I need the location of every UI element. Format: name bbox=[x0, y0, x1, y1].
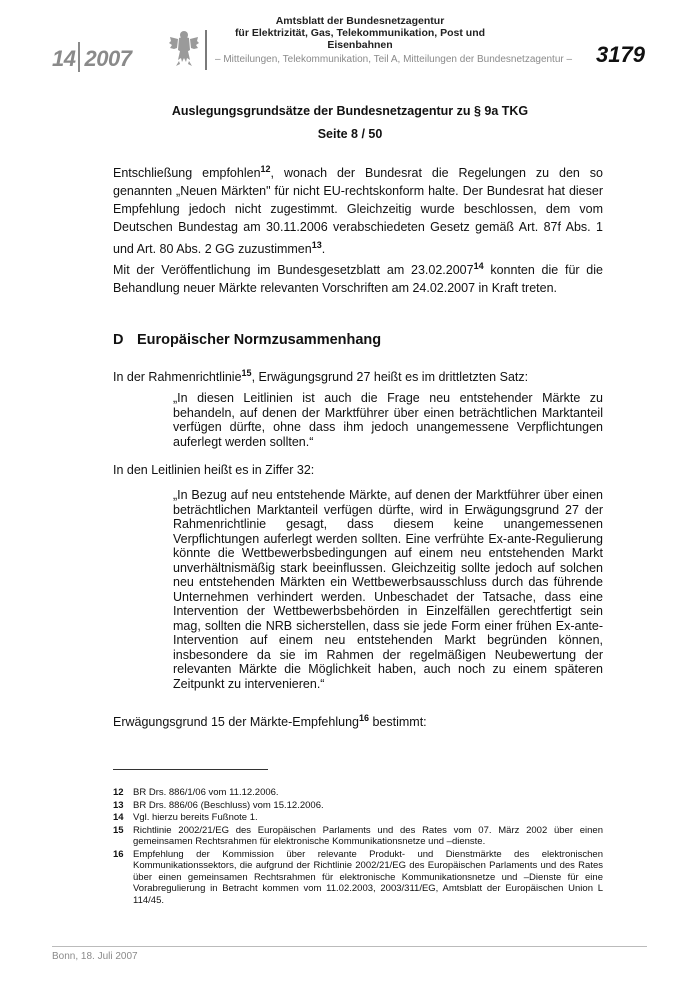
footnote-text: Empfehlung der Kommission über relevante Produkt- und Dienstmärkte des elektronischen Kommunikationssektors, die aufgrund der Richtlinie 2002/21/EG des Europäischen Parlaments und des Rates über einen gemeinsamen Rechtsrahmen für elektronische Kommunikationsnetze und –Dienste für eine Vorabregulierung in Betracht kommen vom 11.02.2003, 2003/311/EG, Amtsblatt der Europäischen Union L 114/45. bbox=[133, 848, 603, 906]
federal-eagle-icon bbox=[168, 28, 200, 68]
document-page-label: Seite 8 / 50 bbox=[317, 127, 383, 141]
footnote-text: BR Drs. 886/1/06 vom 11.12.2006. bbox=[133, 787, 279, 798]
gazette-title bbox=[210, 15, 510, 51]
footnotes bbox=[113, 787, 603, 907]
page-number: 3179 bbox=[596, 42, 645, 67]
paragraph-5-text-b: bestimmt: bbox=[369, 715, 427, 729]
paragraph-1-text-a: Entschließung empfohlen bbox=[113, 166, 261, 180]
footnote-number: 16 bbox=[113, 848, 124, 860]
gazette-title-line2: für Elektrizität, Gas, Telekommunikation, Post und Eisenbahnen bbox=[234, 27, 486, 51]
footnote-text: Vgl. hierzu bereits Fußnote 1. bbox=[133, 812, 258, 823]
footnote-ref-15[interactable]: 15 bbox=[241, 368, 252, 378]
issue-year: 2007 bbox=[84, 46, 132, 71]
issue-label bbox=[52, 42, 131, 72]
footer-place-date: Bonn, 18. Juli 2007 bbox=[52, 951, 138, 962]
footnote-separator bbox=[113, 769, 268, 770]
footnote-number: 15 bbox=[113, 824, 124, 836]
footnote-number: 13 bbox=[113, 799, 124, 811]
footnote-number: 12 bbox=[113, 787, 124, 798]
footnote-ref-14[interactable]: 14 bbox=[473, 261, 484, 271]
paragraph-3 bbox=[113, 364, 603, 386]
paragraph-3-text-b: , Erwägungsgrund 27 heißt es im drittletzten Satz: bbox=[251, 370, 529, 384]
header-divider bbox=[205, 30, 207, 70]
section-letter: D bbox=[113, 332, 124, 348]
paragraph-4: In den Leitlinien heißt es in Ziffer 32: bbox=[113, 463, 315, 477]
footnote-14 bbox=[113, 812, 603, 824]
document-title: Auslegungsgrundsätze der Bundesnetzagentur zu § 9a TKG bbox=[171, 104, 529, 118]
footnote-ref-16[interactable]: 16 bbox=[358, 713, 369, 723]
section-title: Europäischer Normzusammenhang bbox=[137, 332, 382, 348]
section-heading bbox=[113, 332, 381, 348]
paragraph-1-text-c: . bbox=[321, 242, 326, 256]
footnote-16 bbox=[113, 849, 603, 907]
footer-divider bbox=[52, 946, 647, 947]
footnote-13 bbox=[113, 800, 603, 812]
footnote-text: Richtlinie 2002/21/EG des Europäischen Parlaments und des Rates vom 07. März 2002 über einen gemeinsamen Rechtsrahmen für elektronische Kommunikationsnetze und –dienste. bbox=[133, 824, 603, 847]
footnote-15 bbox=[113, 825, 603, 848]
paragraph-3-text-a: In der Rahmenrichtlinie bbox=[113, 370, 242, 384]
paragraph-5-text-a: Erwägungsgrund 15 der Märkte-Empfehlung bbox=[113, 715, 359, 729]
quote-2: „In Bezug auf neu entstehende Märkte, auf denen der Marktführer über einen beträchtlichen Marktanteil verfügen dürfte, wird in Erwägungsgrund 27 der Rahmenrichtlinie gesagt, dass diesem keine unangemessenen Verpflichtungen auferlegt werden sollten. Eine verfrühte Ex-ante-Regulierung könnte die Wettbewerbsbedingungen auf einem neu entstehenden Markt unverhältnismäßig stark beeinflussen. Gleichzeitig sollte jedoch auf solchen neu entstehenden Märkten ein Wettbewerbsausschluss durch das führende Unternehmen verhindert werden. Unbeschadet der Tatsache, dass eine Intervention der Wettbewerbsbehörden in Einzelfällen gerechtfertigt sein mag, sollten die NRB sicherstellen, dass sie jede Form einer frühen Ex-ante-Intervention auf einem neu entstehenden Markt begründen können, insbesondere da sie im Rahmen der regelmäßigen Neubewertung der relevanten Märkte die Möglichkeit haben, auch noch zu einem späteren Zeitpunkt zu intervenieren.“ bbox=[173, 488, 603, 691]
footnote-ref-12[interactable]: 12 bbox=[260, 164, 271, 174]
quote-1: „In diesen Leitlinien ist auch die Frage neu entstehender Märkte zu behandeln, auf denen der Marktführer über einen beträchtlichen Marktanteil verfügen dürfte, ohne dass ihm jedoch unangemessene Verpflichtungen auferlegt werden sollten.“ bbox=[173, 391, 603, 449]
paragraph-1-text-b: , wonach der Bundesrat die Regelungen zu den so genannten „Neuen Märkten" für nicht EU-rechtskonform halte. Der Bundesrat hat dieser Empfehlung jedoch nicht zugestimmt. Gleichzeitig wurde beschlossen, dem vom Deutschen Bundestag am 30.11.2006 verabschiedeten Gesetz gemäß Art. 87f Abs. 1 und Art. 80 Abs. 2 GG zuzustimmen bbox=[113, 166, 604, 256]
paragraph-2-text-a: Mit der Veröffentlichung im Bundesgesetzblatt am 23.02.2007 bbox=[113, 263, 474, 277]
footnote-12 bbox=[113, 787, 603, 799]
paragraph-5 bbox=[113, 709, 603, 731]
footnote-ref-13[interactable]: 13 bbox=[311, 240, 322, 250]
paragraph-1 bbox=[113, 160, 603, 258]
footnote-text: BR Drs. 886/06 (Beschluss) vom 15.12.2006. bbox=[133, 799, 324, 811]
paragraph-2 bbox=[113, 257, 603, 297]
footnote-number: 14 bbox=[113, 812, 124, 823]
paragraph-2-text-b: konnten die für die Behandlung neuer Märkte relevanten Vorschriften am 24.02.2007 in Kraft treten. bbox=[113, 263, 603, 295]
issue-separator bbox=[78, 42, 80, 72]
gazette-subtitle: – Mitteilungen, Telekommunikation, Teil A, Mitteilungen der Bundesnetzagentur – bbox=[215, 54, 573, 65]
issue-number: 14 bbox=[52, 46, 76, 71]
gazette-title-line1: Amtsblatt der Bundesnetzagentur bbox=[275, 15, 445, 27]
